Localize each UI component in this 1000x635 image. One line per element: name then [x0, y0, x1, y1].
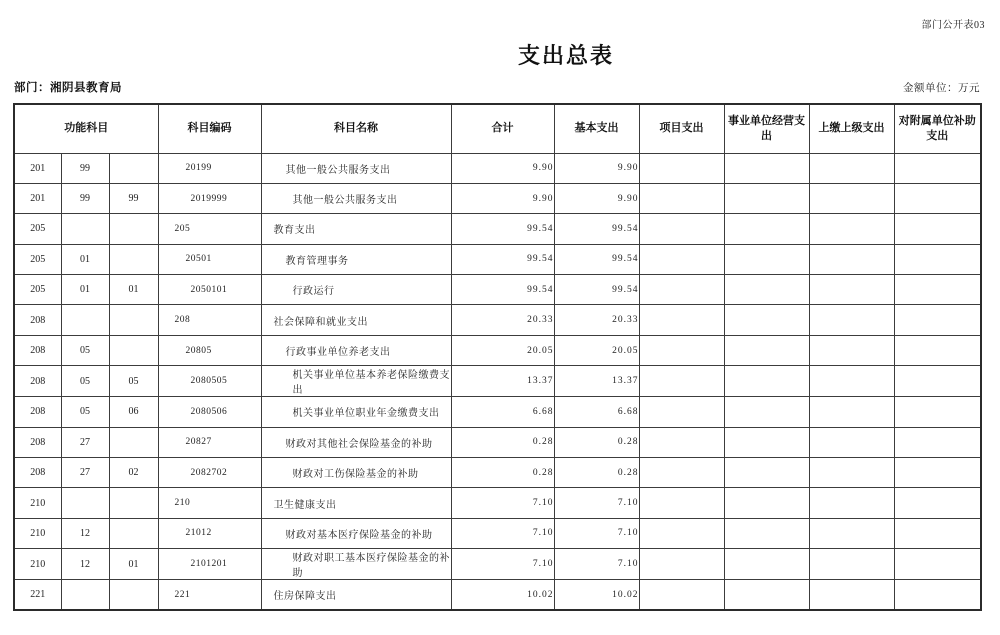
- cell-subject-name: 教育支出: [261, 214, 451, 244]
- cell-total: 0.28: [451, 427, 554, 457]
- cell-total: 9.90: [451, 183, 554, 213]
- header-row: [14, 104, 981, 153]
- cell-subject-code: 2080506: [158, 397, 261, 427]
- cell-upper-level-expenditure: [809, 153, 894, 183]
- cell-func-code-2: 12: [61, 549, 109, 580]
- cell-upper-level-expenditure: [809, 427, 894, 457]
- cell-subject-name: 财政对基本医疗保险基金的补助: [261, 518, 451, 548]
- cell-func-code-1: 208: [14, 397, 61, 427]
- cell-subsidy-expenditure: [894, 183, 981, 213]
- cell-func-code-1: 210: [14, 518, 61, 548]
- cell-func-code-1: 210: [14, 549, 61, 580]
- cell-project-expenditure: [639, 153, 724, 183]
- cell-func-code-1: 208: [14, 427, 61, 457]
- cell-func-code-3: [109, 427, 158, 457]
- cell-upper-level-expenditure: [809, 518, 894, 548]
- table-row: [14, 397, 981, 427]
- cell-project-expenditure: [639, 549, 724, 580]
- cell-total: 20.33: [451, 305, 554, 335]
- cell-subject-name: 财政对其他社会保险基金的补助: [261, 427, 451, 457]
- cell-subsidy-expenditure: [894, 427, 981, 457]
- cell-basic-expenditure: 0.28: [554, 458, 639, 488]
- col-header-subsidy-expenditure: 对附属单位补助支出: [894, 104, 981, 153]
- cell-subsidy-expenditure: [894, 305, 981, 335]
- cell-func-code-1: 210: [14, 488, 61, 518]
- table-row: [14, 549, 981, 580]
- cell-operating-expenditure: [724, 366, 809, 397]
- cell-total: 9.90: [451, 153, 554, 183]
- table-row: [14, 518, 981, 548]
- cell-project-expenditure: [639, 458, 724, 488]
- cell-upper-level-expenditure: [809, 397, 894, 427]
- cell-total: 10.02: [451, 580, 554, 610]
- col-header-project-expenditure: 项目支出: [639, 104, 724, 153]
- cell-project-expenditure: [639, 397, 724, 427]
- cell-subject-code: 210: [158, 488, 261, 518]
- cell-project-expenditure: [639, 580, 724, 610]
- cell-project-expenditure: [639, 305, 724, 335]
- cell-subsidy-expenditure: [894, 458, 981, 488]
- cell-project-expenditure: [639, 518, 724, 548]
- cell-basic-expenditure: 10.02: [554, 580, 639, 610]
- cell-func-code-2: 05: [61, 335, 109, 365]
- cell-total: 99.54: [451, 214, 554, 244]
- cell-subject-code: 205: [158, 214, 261, 244]
- cell-subject-code: 2019999: [158, 183, 261, 213]
- cell-func-code-2: [61, 305, 109, 335]
- cell-upper-level-expenditure: [809, 458, 894, 488]
- cell-total: 99.54: [451, 275, 554, 305]
- page-title: 支出总表: [517, 43, 614, 68]
- cell-total: 0.28: [451, 458, 554, 488]
- cell-subject-name: 教育管理事务: [261, 244, 451, 274]
- table-row: [14, 335, 981, 365]
- table-row: [14, 366, 981, 397]
- cell-total: 6.68: [451, 397, 554, 427]
- cell-func-code-1: 205: [14, 214, 61, 244]
- cell-func-code-2: 99: [61, 183, 109, 213]
- table-body: [14, 153, 981, 610]
- cell-func-code-2: 27: [61, 427, 109, 457]
- cell-func-code-2: [61, 580, 109, 610]
- cell-subsidy-expenditure: [894, 518, 981, 548]
- cell-func-code-2: 01: [61, 275, 109, 305]
- cell-basic-expenditure: 20.05: [554, 335, 639, 365]
- cell-func-code-2: [61, 488, 109, 518]
- cell-subject-name: 行政运行: [261, 275, 451, 305]
- cell-basic-expenditure: 99.54: [554, 214, 639, 244]
- cell-basic-expenditure: 9.90: [554, 183, 639, 213]
- cell-func-code-3: [109, 335, 158, 365]
- cell-upper-level-expenditure: [809, 335, 894, 365]
- cell-func-code-2: 01: [61, 244, 109, 274]
- cell-project-expenditure: [639, 366, 724, 397]
- cell-operating-expenditure: [724, 244, 809, 274]
- cell-project-expenditure: [639, 214, 724, 244]
- table-row: [14, 275, 981, 305]
- cell-project-expenditure: [639, 427, 724, 457]
- cell-subject-code: 2050101: [158, 275, 261, 305]
- cell-subject-code: 2101201: [158, 549, 261, 580]
- cell-func-code-3: [109, 244, 158, 274]
- cell-subsidy-expenditure: [894, 366, 981, 397]
- table-header: [14, 104, 981, 153]
- col-header-upper-level-expenditure: 上缴上级支出: [809, 104, 894, 153]
- cell-func-code-1: 201: [14, 183, 61, 213]
- table-row: [14, 214, 981, 244]
- cell-subject-name: 行政事业单位养老支出: [261, 335, 451, 365]
- cell-func-code-2: 05: [61, 366, 109, 397]
- cell-subject-name: 机关事业单位基本养老保险缴费支出: [261, 366, 451, 397]
- cell-basic-expenditure: 99.54: [554, 244, 639, 274]
- cell-basic-expenditure: 13.37: [554, 366, 639, 397]
- cell-total: 13.37: [451, 366, 554, 397]
- cell-subsidy-expenditure: [894, 580, 981, 610]
- cell-basic-expenditure: 6.68: [554, 397, 639, 427]
- cell-upper-level-expenditure: [809, 214, 894, 244]
- cell-subject-name: 财政对工伤保险基金的补助: [261, 458, 451, 488]
- cell-func-code-1: 205: [14, 275, 61, 305]
- cell-basic-expenditure: 7.10: [554, 518, 639, 548]
- table-row: [14, 488, 981, 518]
- table-row: [14, 427, 981, 457]
- cell-operating-expenditure: [724, 214, 809, 244]
- cell-basic-expenditure: 7.10: [554, 549, 639, 580]
- cell-operating-expenditure: [724, 488, 809, 518]
- cell-subsidy-expenditure: [894, 397, 981, 427]
- cell-operating-expenditure: [724, 153, 809, 183]
- cell-func-code-3: [109, 214, 158, 244]
- cell-operating-expenditure: [724, 427, 809, 457]
- cell-subject-name: 其他一般公共服务支出: [261, 153, 451, 183]
- cell-project-expenditure: [639, 183, 724, 213]
- cell-subsidy-expenditure: [894, 214, 981, 244]
- col-header-operating-expenditure: 事业单位经营支出: [724, 104, 809, 153]
- cell-subject-code: 221: [158, 580, 261, 610]
- cell-basic-expenditure: 20.33: [554, 305, 639, 335]
- col-header-total: 合计: [451, 104, 554, 153]
- cell-func-code-3: 99: [109, 183, 158, 213]
- cell-operating-expenditure: [724, 335, 809, 365]
- cell-operating-expenditure: [724, 549, 809, 580]
- col-header-functional-subject: 功能科目: [14, 104, 158, 153]
- department-label: 部门：湘阴县教育局: [14, 82, 122, 94]
- cell-total: 7.10: [451, 518, 554, 548]
- cell-func-code-3: 01: [109, 275, 158, 305]
- cell-upper-level-expenditure: [809, 366, 894, 397]
- cell-subsidy-expenditure: [894, 549, 981, 580]
- cell-func-code-3: [109, 518, 158, 548]
- cell-upper-level-expenditure: [809, 488, 894, 518]
- cell-func-code-1: 208: [14, 458, 61, 488]
- cell-upper-level-expenditure: [809, 183, 894, 213]
- table-row: [14, 183, 981, 213]
- cell-upper-level-expenditure: [809, 580, 894, 610]
- cell-basic-expenditure: 7.10: [554, 488, 639, 518]
- cell-func-code-1: 208: [14, 305, 61, 335]
- cell-func-code-2: 12: [61, 518, 109, 548]
- cell-subject-name: 机关事业单位职业年金缴费支出: [261, 397, 451, 427]
- cell-project-expenditure: [639, 244, 724, 274]
- cell-func-code-1: 201: [14, 153, 61, 183]
- cell-operating-expenditure: [724, 580, 809, 610]
- cell-operating-expenditure: [724, 397, 809, 427]
- cell-subject-code: 20501: [158, 244, 261, 274]
- cell-subsidy-expenditure: [894, 488, 981, 518]
- col-header-subject-code: 科目编码: [158, 104, 261, 153]
- cell-subsidy-expenditure: [894, 153, 981, 183]
- cell-subject-code: 21012: [158, 518, 261, 548]
- cell-operating-expenditure: [724, 183, 809, 213]
- cell-func-code-2: 27: [61, 458, 109, 488]
- cell-total: 7.10: [451, 488, 554, 518]
- cell-subject-name: 住房保障支出: [261, 580, 451, 610]
- cell-func-code-1: 205: [14, 244, 61, 274]
- cell-basic-expenditure: 9.90: [554, 153, 639, 183]
- cell-upper-level-expenditure: [809, 275, 894, 305]
- col-header-basic-expenditure: 基本支出: [554, 104, 639, 153]
- cell-project-expenditure: [639, 335, 724, 365]
- cell-func-code-3: [109, 305, 158, 335]
- cell-func-code-1: 208: [14, 366, 61, 397]
- cell-func-code-2: 05: [61, 397, 109, 427]
- amount-unit-label: 金额单位：万元: [903, 83, 980, 94]
- cell-func-code-2: [61, 214, 109, 244]
- cell-subsidy-expenditure: [894, 335, 981, 365]
- cell-upper-level-expenditure: [809, 305, 894, 335]
- cell-operating-expenditure: [724, 458, 809, 488]
- cell-subject-name: 社会保障和就业支出: [261, 305, 451, 335]
- cell-func-code-2: 99: [61, 153, 109, 183]
- cell-subject-name: 其他一般公共服务支出: [261, 183, 451, 213]
- cell-subject-name: 财政对职工基本医疗保险基金的补助: [261, 549, 451, 580]
- table-row: [14, 244, 981, 274]
- cell-basic-expenditure: 0.28: [554, 427, 639, 457]
- cell-total: 20.05: [451, 335, 554, 365]
- cell-subject-code: 20827: [158, 427, 261, 457]
- cell-subject-name: 卫生健康支出: [261, 488, 451, 518]
- cell-total: 7.10: [451, 549, 554, 580]
- cell-func-code-1: 221: [14, 580, 61, 610]
- cell-func-code-3: [109, 153, 158, 183]
- cell-operating-expenditure: [724, 518, 809, 548]
- expenditure-summary-table: [13, 103, 982, 611]
- table-row: [14, 580, 981, 610]
- cell-upper-level-expenditure: [809, 244, 894, 274]
- cell-upper-level-expenditure: [809, 549, 894, 580]
- cell-func-code-3: 06: [109, 397, 158, 427]
- table-row: [14, 305, 981, 335]
- cell-operating-expenditure: [724, 275, 809, 305]
- cell-subject-code: 208: [158, 305, 261, 335]
- cell-subject-code: 2080505: [158, 366, 261, 397]
- cell-basic-expenditure: 99.54: [554, 275, 639, 305]
- col-header-subject-name: 科目名称: [261, 104, 451, 153]
- doc-code-label: 部门公开表03: [921, 20, 985, 31]
- cell-subsidy-expenditure: [894, 275, 981, 305]
- cell-func-code-3: [109, 580, 158, 610]
- table-row: [14, 458, 981, 488]
- cell-func-code-3: 05: [109, 366, 158, 397]
- cell-subsidy-expenditure: [894, 244, 981, 274]
- table-row: [14, 153, 981, 183]
- cell-total: 99.54: [451, 244, 554, 274]
- cell-func-code-3: [109, 488, 158, 518]
- cell-func-code-1: 208: [14, 335, 61, 365]
- cell-operating-expenditure: [724, 305, 809, 335]
- cell-func-code-3: 01: [109, 549, 158, 580]
- cell-subject-code: 20199: [158, 153, 261, 183]
- cell-subject-code: 2082702: [158, 458, 261, 488]
- cell-project-expenditure: [639, 488, 724, 518]
- cell-subject-code: 20805: [158, 335, 261, 365]
- cell-func-code-3: 02: [109, 458, 158, 488]
- cell-project-expenditure: [639, 275, 724, 305]
